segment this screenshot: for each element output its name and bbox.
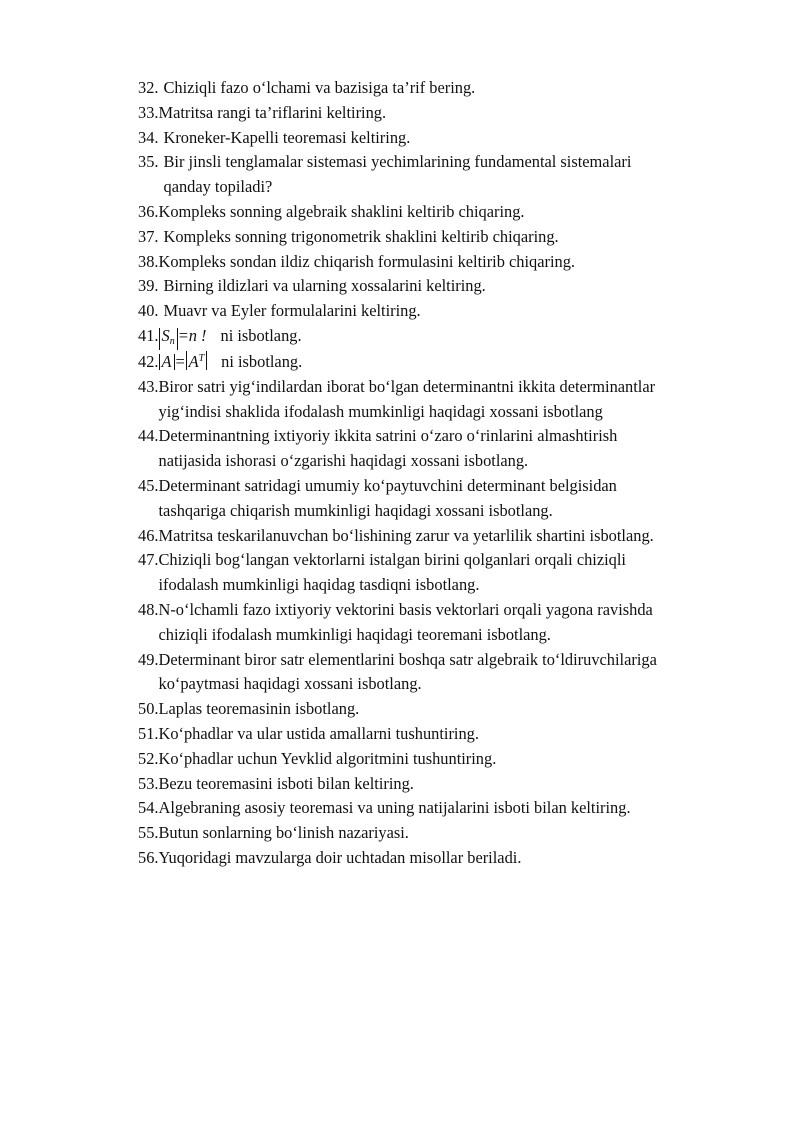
- abs-value: [159, 325, 178, 350]
- item-line: yig‘indisi shaklida ifodalash mumkinligi haqidagi xossani isbotlang: [158, 401, 603, 421]
- formula-rhs: =n !: [177, 325, 207, 345]
- formula-subscript: n: [169, 335, 175, 347]
- list-item: [138, 200, 758, 225]
- list-item: [138, 747, 758, 772]
- list-item: [138, 821, 758, 846]
- item-text: [159, 524, 759, 549]
- item-number: 40.: [138, 301, 159, 321]
- item-line: qanday topiladi?: [163, 177, 273, 197]
- item-line: Laplas teoremasinin isbotlang.: [158, 699, 360, 719]
- formula-superscript: T: [198, 352, 205, 364]
- item-number: 55.: [138, 823, 159, 843]
- list-item: [138, 796, 758, 821]
- item-number: 37.: [138, 226, 159, 246]
- item-line: Biror satri yig‘indilardan iborat bo‘lgan determinantni ikkita determinantlar: [158, 376, 656, 396]
- item-text: [164, 126, 759, 151]
- item-line: Butun sonlarning bo‘linish nazariyasi.: [158, 823, 409, 843]
- list-item: [138, 722, 758, 747]
- item-text: [159, 648, 759, 698]
- item-text: [159, 474, 759, 524]
- formula-symbol: A: [161, 351, 172, 371]
- list-item: [138, 225, 758, 250]
- item-text: [164, 225, 759, 250]
- formula-symbol: A: [188, 351, 199, 371]
- item-line: Kompleks sonning algebraik shaklini keltirib chiqaring.: [158, 201, 525, 221]
- list-item: [138, 474, 758, 524]
- item-text: [159, 250, 759, 275]
- item-line: Muavr va Eyler formulalarini keltiring.: [163, 301, 421, 321]
- item-number: 52.: [138, 748, 159, 768]
- formula-symbol: S: [161, 325, 170, 345]
- item-number: 35.: [138, 152, 159, 172]
- item-line: Chiziqli bog‘langan vektorlarni istalgan birini qolganlari orqali chiziqli: [158, 550, 626, 570]
- item-number: 45.: [138, 475, 159, 495]
- item-text: [159, 846, 759, 871]
- item-text: [159, 424, 759, 474]
- item-text: [159, 324, 759, 350]
- item-line: Determinant biror satr elementlarini boshqa satr algebraik to‘ldiruvchilariga: [158, 649, 657, 669]
- list-item: [138, 548, 758, 598]
- item-line: Bir jinsli tenglamalar sistemasi yechimlarining fundamental sistemalari: [163, 152, 632, 172]
- item-line: Ko‘phadlar uchun Yevklid algoritmini tushuntiring.: [158, 748, 497, 768]
- question-list: [138, 76, 758, 871]
- list-item: [138, 524, 758, 549]
- list-item: [138, 274, 758, 299]
- list-item: [138, 150, 758, 200]
- item-text: [159, 101, 759, 126]
- item-text: [159, 821, 759, 846]
- item-number: 38.: [138, 251, 159, 271]
- item-text: [159, 747, 759, 772]
- list-item: [138, 324, 758, 350]
- item-number: 51.: [138, 723, 159, 743]
- item-number: 50.: [138, 699, 159, 719]
- item-line: Determinant satridagi umumiy ko‘paytuvchini determinant belgisidan: [158, 475, 617, 495]
- item-number: 44.: [138, 426, 159, 446]
- item-line: chiziqli ifodalash mumkinligi haqidagi teoremani isbotlang.: [158, 624, 551, 644]
- item-text: [159, 548, 759, 598]
- item-line: Ko‘phadlar va ular ustida amallarni tushuntiring.: [158, 723, 479, 743]
- item-number: 36.: [138, 201, 159, 221]
- item-line: Kompleks sondan ildiz chiqarish formulasini keltirib chiqaring.: [158, 251, 576, 271]
- item-text: [159, 722, 759, 747]
- list-item: [138, 424, 758, 474]
- item-line: natijasida ishorasi o‘zgarishi haqidagi xossani isbotlang.: [158, 451, 529, 471]
- item-line: ni isbotlang.: [220, 325, 302, 345]
- item-number: 53.: [138, 773, 159, 793]
- item-number: 48.: [138, 599, 159, 619]
- item-number: 41.: [138, 325, 159, 345]
- item-number: 56.: [138, 847, 159, 867]
- item-number: 43.: [138, 376, 159, 396]
- item-number: 54.: [138, 798, 159, 818]
- item-line: Algebraning asosiy teoremasi va uning natijalarini isboti bilan keltiring.: [158, 798, 631, 818]
- list-item: [138, 76, 758, 101]
- item-number: 47.: [138, 550, 159, 570]
- item-number: 42.: [138, 351, 159, 371]
- item-text: [164, 76, 759, 101]
- list-item: [138, 697, 758, 722]
- list-item: [138, 299, 758, 324]
- item-text: [159, 375, 759, 425]
- list-item: [138, 648, 758, 698]
- list-item: [138, 101, 758, 126]
- list-item: [138, 375, 758, 425]
- list-item: [138, 350, 758, 375]
- formula-equals: =: [174, 351, 186, 371]
- item-text: [159, 697, 759, 722]
- item-line: ko‘paytmasi haqidagi xossani isbotlang.: [158, 674, 422, 694]
- item-text: [164, 150, 759, 200]
- list-item: [138, 598, 758, 648]
- item-line: Chiziqli fazo o‘lchami va bazisiga ta’rif bering.: [163, 78, 476, 97]
- item-line: Yuqoridagi mavzularga doir uchtadan misollar beriladi.: [158, 847, 522, 867]
- item-line: Kompleks sonning trigonometrik shaklini keltirib chiqaring.: [163, 226, 559, 246]
- formula: [159, 352, 208, 371]
- item-number: 49.: [138, 649, 159, 669]
- list-item: [138, 250, 758, 275]
- item-line: Kroneker-Kapelli teoremasi keltiring.: [163, 127, 411, 147]
- list-item: [138, 126, 758, 151]
- item-line: Matritsa rangi ta’riflarini keltiring.: [158, 102, 387, 122]
- abs-value: [186, 351, 208, 370]
- item-text: [159, 350, 759, 375]
- item-line: ifodalash mumkinligi haqidag tasdiqni isbotlang.: [158, 575, 480, 595]
- item-number: 32.: [138, 78, 159, 97]
- list-item: [138, 772, 758, 797]
- item-text: [159, 598, 759, 648]
- item-line: ni isbotlang.: [221, 351, 303, 371]
- item-line: Birning ildizlari va ularning xossalarini keltiring.: [163, 276, 486, 296]
- item-text: [159, 772, 759, 797]
- item-text: [159, 200, 759, 225]
- item-number: 46.: [138, 525, 159, 545]
- item-line: Bezu teoremasini isboti bilan keltiring.: [158, 773, 414, 793]
- abs-value: [159, 351, 175, 371]
- list-item: [138, 846, 758, 871]
- formula: [159, 326, 207, 345]
- item-text: [164, 274, 759, 299]
- item-number: 34.: [138, 127, 159, 147]
- item-text: [159, 796, 759, 821]
- item-line: Determinantning ixtiyoriy ikkita satrini o‘zaro o‘rinlarini almashtirish: [158, 426, 618, 446]
- item-line: tashqariga chiqarish mumkinligi haqidagi xossani isbotlang.: [158, 500, 553, 520]
- item-number: 39.: [138, 276, 159, 296]
- item-line: Matritsa teskarilanuvchan bo‘lishining zarur va yetarlilik shartini isbotlang.: [158, 525, 654, 545]
- item-line: N-o‘lchamli fazo ixtiyoriy vektorini basis vektorlari orqali yagona ravishda: [158, 599, 653, 619]
- item-text: [164, 299, 759, 324]
- item-number: 33.: [138, 102, 159, 122]
